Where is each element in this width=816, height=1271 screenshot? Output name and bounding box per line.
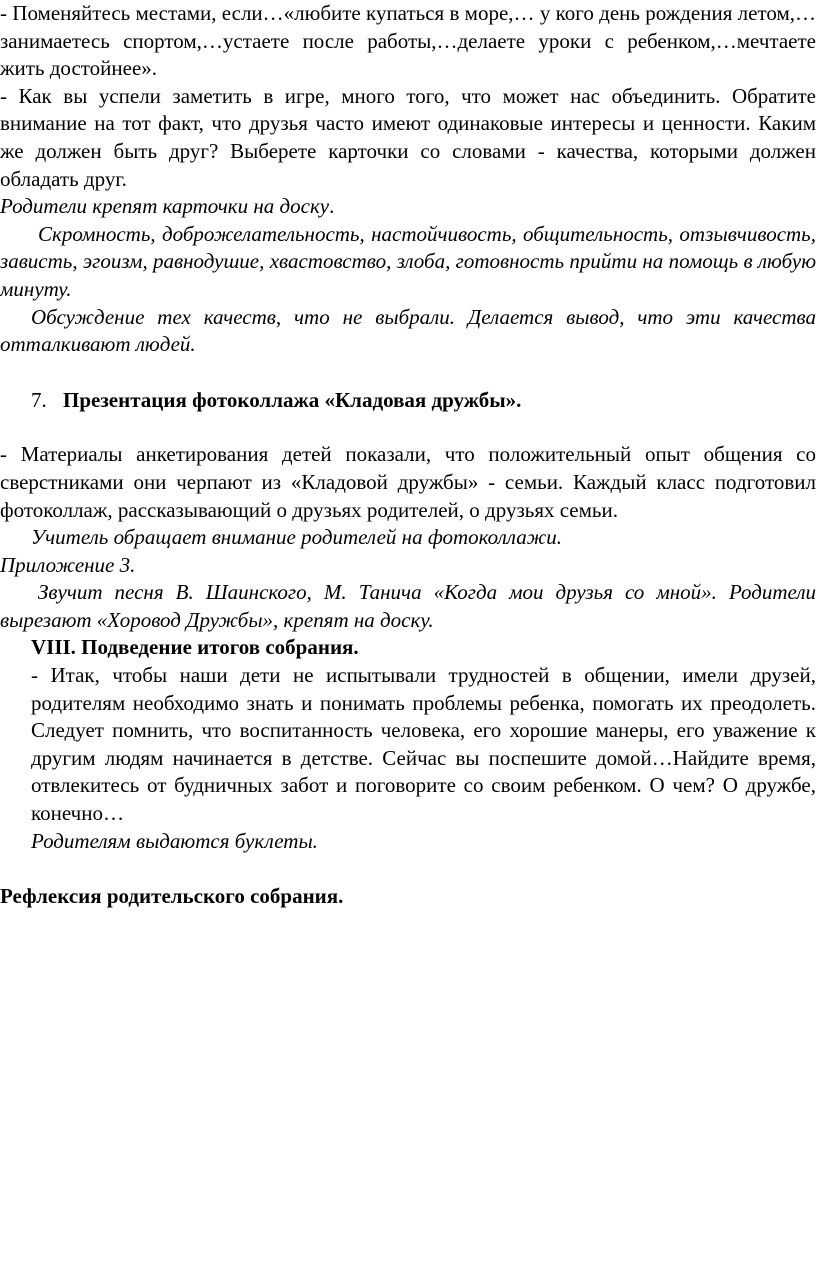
paragraph-friend-qualities: - Как вы успели заметить в игре, много того, что может нас объединить. Обратите внимание на тот факт, что друзья часто имеют одинаковые интересы и ценности. Каким же должен быть друг? Выберете карточки со словами - качества, которыми должен обладать друг. xyxy=(0,83,816,191)
section-7-heading xyxy=(0,387,816,415)
section-7-number: 7. xyxy=(31,387,47,412)
paragraph-swap-places: - Поменяйтесь местами, если…«любите купаться в море,… у кого день рождения летом,…занимаетесь спортом,…устаете после работы,…делаете уроки с ребенком,…мечтаете жить достойнее». xyxy=(0,1,816,81)
instruction-period: . xyxy=(329,194,335,219)
paragraph-teacher-note: Учитель обращает внимание родителей на фотоколлажи. xyxy=(31,525,562,550)
paragraph-discussion: Обсуждение тех качеств, что не выбрали. Делается вывод, что эти качества отталкивают людей. xyxy=(0,304,816,357)
paragraph-parents-attach-cards xyxy=(0,193,816,221)
appendix-reference: Приложение 3. xyxy=(0,552,136,577)
instruction-text: Родители крепят карточки на доску xyxy=(0,194,330,219)
section-8-heading: VIII. Подведение итогов собрания. xyxy=(31,635,359,660)
paragraph-survey-materials: - Материалы анкетирования детей показали, что положительный опыт общения со сверстниками они черпают из «Кладовой дружбы» - семьи. Каждый класс подготовил фотоколлаж, рассказывающий о друзьях родителей, о друзьях семьи. xyxy=(0,442,816,522)
paragraph-qualities-list: Скромность, доброжелательность, настойчивость, общительность, отзывчивость, зависть, эгоизм, равнодушие, хвастовство, злоба, готовность прийти на помощь в любую минуту. xyxy=(0,221,816,301)
paragraph-summary: - Итак, чтобы наши дети не испытывали трудностей в общении, имели друзей, родителям необходимо знать и понимать проблемы ребенка, помогать их преодолеть. Следует помнить, что воспитанность человека, его хорошие манеры, его уважение к другим людям начинается в детстве. Сейчас вы поспешите домой…Найдите время, отвлекитесь от будничных забот и поговорите со своим ребенком. О чем? О дружбе, конечно… xyxy=(31,663,816,826)
section-7-title: Презентация фотоколлажа «Кладовая дружбы». xyxy=(63,387,522,412)
paragraph-song: Звучит песня В. Шаинского, М. Танича «Когда мои друзья со мной». Родители вырезают «Хоровод Дружбы», крепят на доску. xyxy=(0,580,816,632)
reflexion-heading: Рефлексия родительского собрания. xyxy=(0,884,344,909)
paragraph-booklets: Родителям выдаются буклеты. xyxy=(31,828,318,853)
